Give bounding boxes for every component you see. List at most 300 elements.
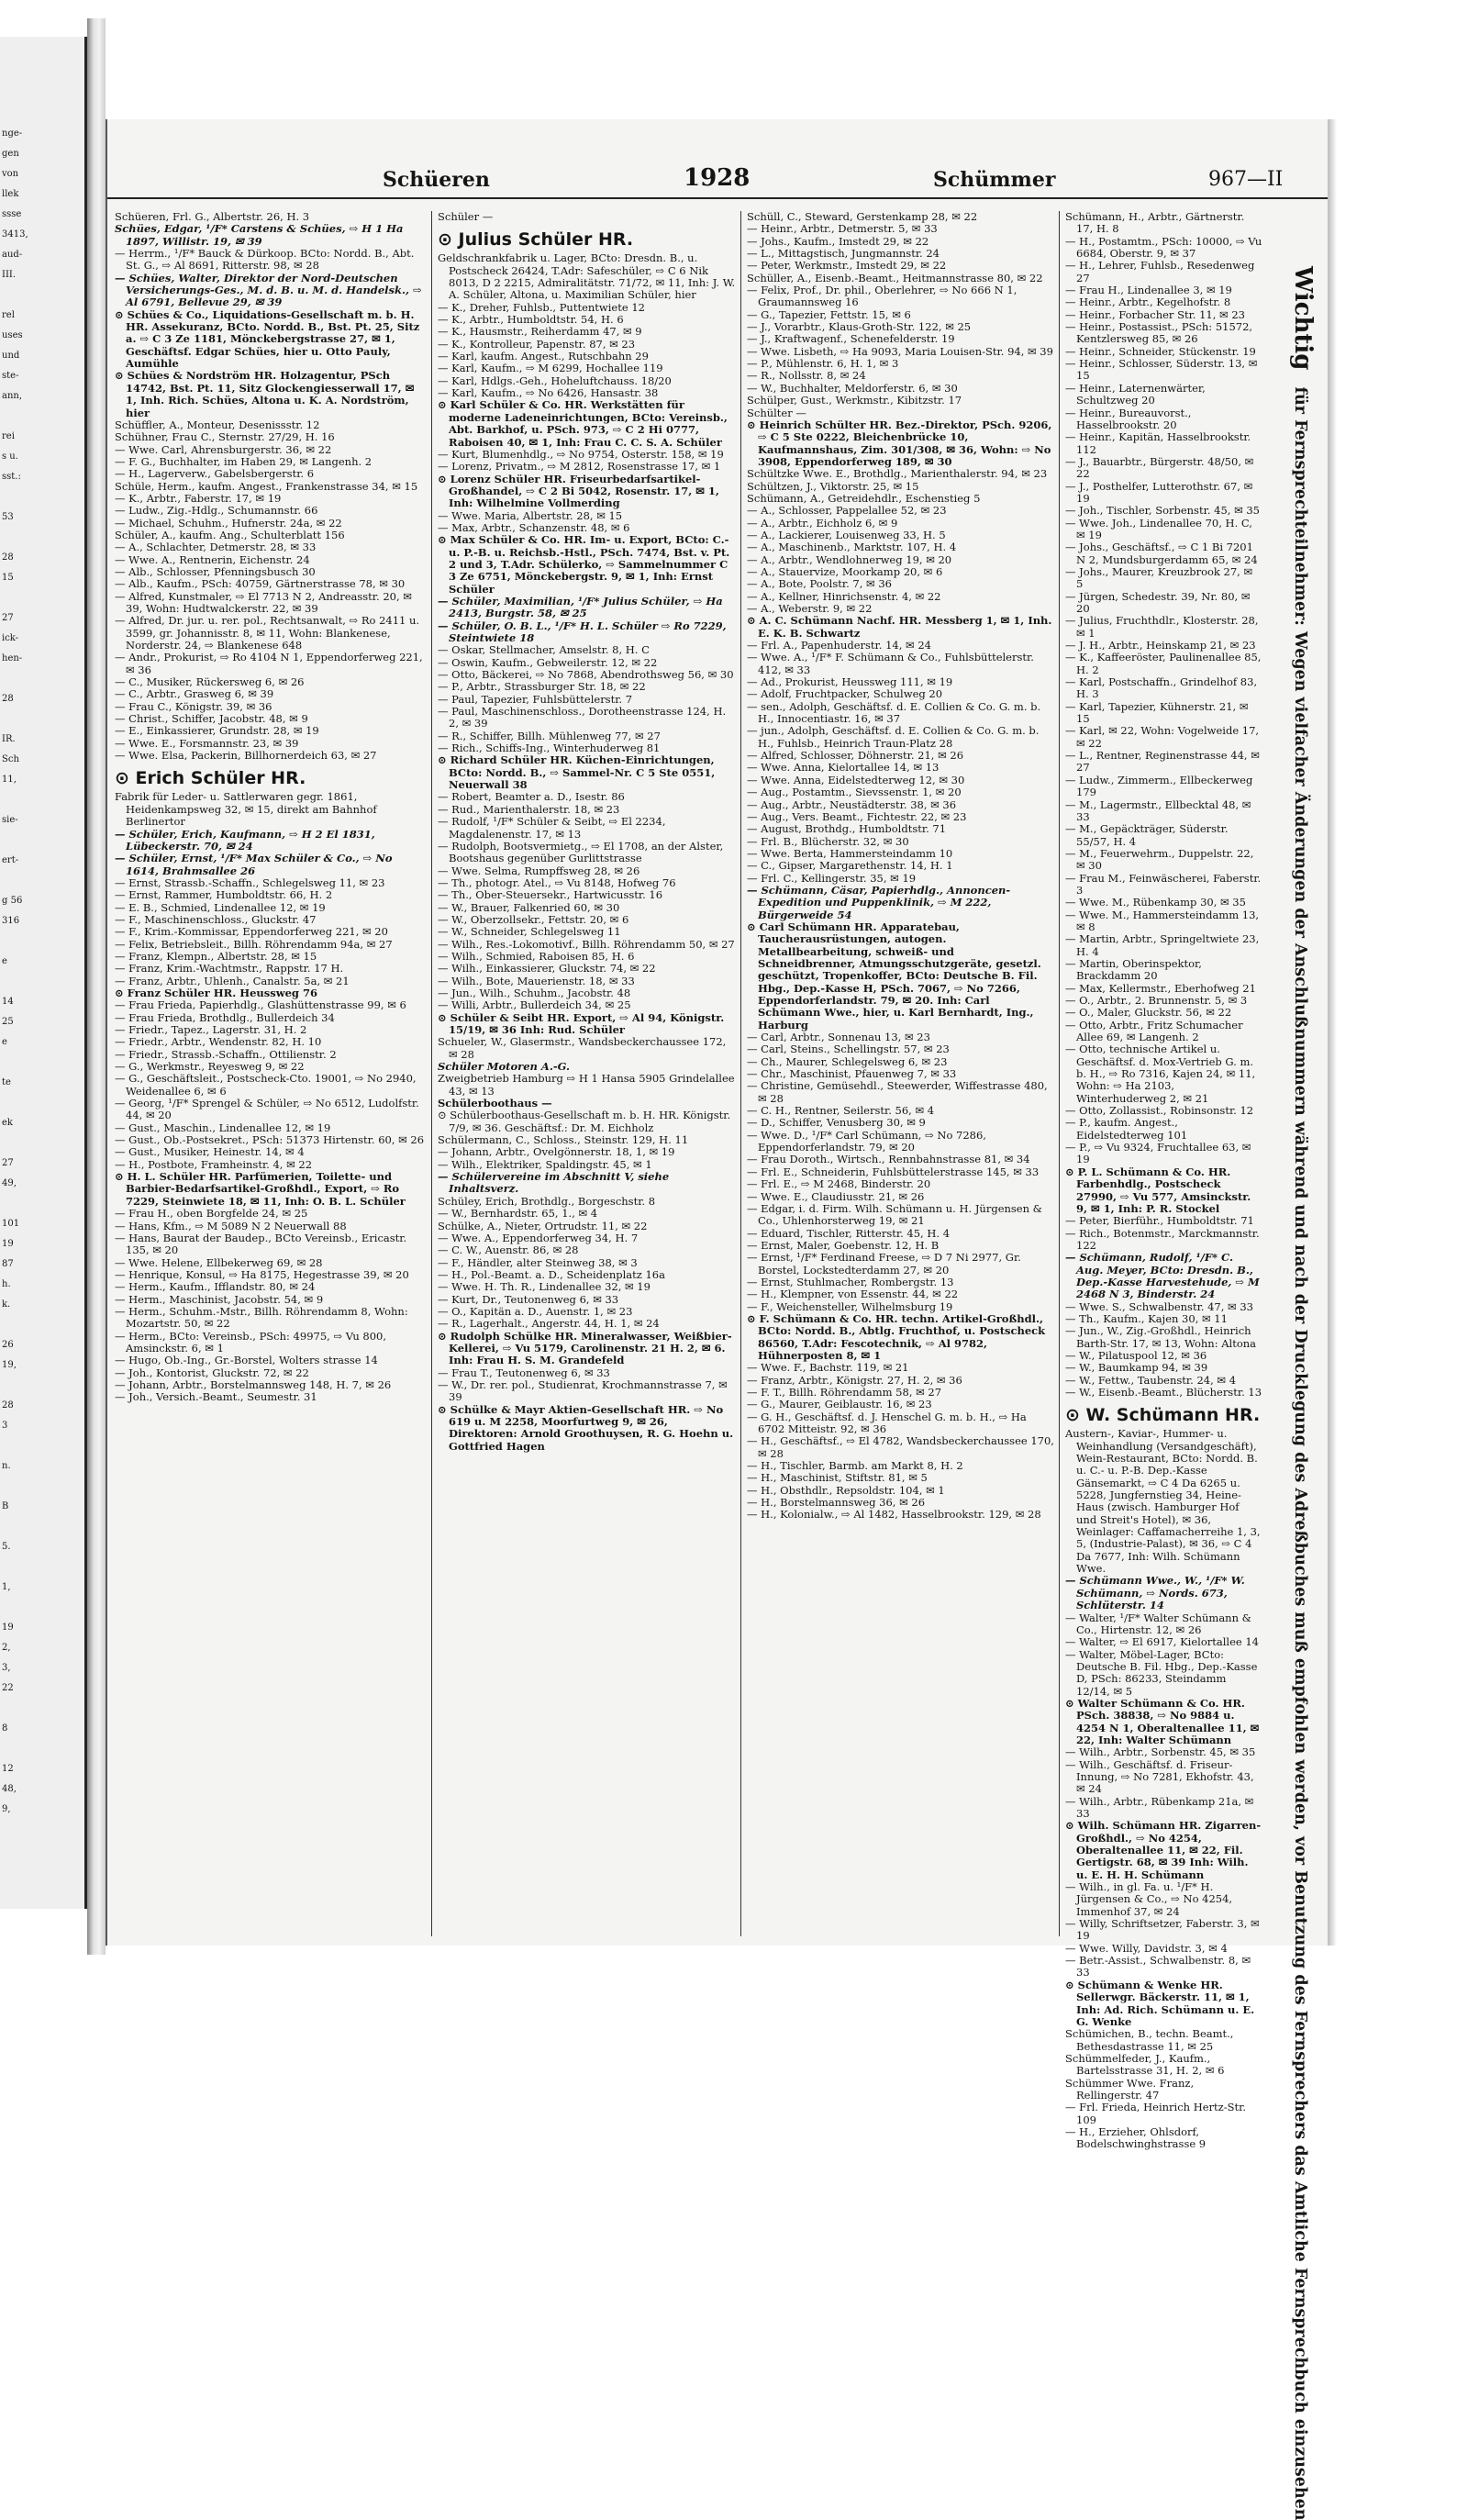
directory-entry: — Schümann Wwe., W., ¹/F* W. Schümann, ⇨ Nords. 673, Schlüterstr. 14 xyxy=(1065,1574,1245,1612)
strip-fragment: nge- xyxy=(2,128,23,139)
strip-fragment: III. xyxy=(2,270,17,280)
directory-entry: — C. W., Auenstr. 86, ✉ 28 xyxy=(438,1243,579,1257)
strip-fragment: 22 xyxy=(2,1683,14,1693)
directory-entry: — Wwe. Anna, Eidelstedterweg 12, ✉ 30 xyxy=(747,773,965,786)
directory-entry: — Wwe. E., Claudiusstr. 21, ✉ 26 xyxy=(747,1189,925,1203)
strip-fragment: ste- xyxy=(2,371,19,381)
directory-entry: — Wilh., Elektriker, Spaldingstr. 45, ✉ 1 xyxy=(438,1157,652,1171)
directory-entry: — Ad., Prokurist, Heussweg 111, ✉ 19 xyxy=(747,675,953,689)
strip-fragment: 11, xyxy=(2,775,17,785)
directory-entry: — Frl. Frieda, Heinrich Hertz-Str. 109 xyxy=(1065,2101,1246,2126)
directory-entry: — Hans, Kfm., ⇨ M 5089 N 2 Neuerwall 88 xyxy=(115,1219,347,1232)
strip-fragment: B xyxy=(2,1501,9,1511)
directory-entry: — H., Borstelmannsweg 36, ✉ 26 xyxy=(747,1496,926,1510)
directory-entry: Schueler, W., Glasermstr., Wandsbeckerchaussee 172, ✉ 28 xyxy=(438,1035,727,1061)
strip-fragment: Sch xyxy=(2,754,19,764)
page-number: 967—II xyxy=(1208,168,1284,191)
directory-entry: — Frl. E., Schneiderin, Fuhlsbüttelerstrasse 145, ✉ 33 xyxy=(747,1165,1040,1178)
directory-entry: — O., Kapitän a. D., Auenstr. 1, ✉ 23 xyxy=(438,1304,633,1318)
directory-column-4 xyxy=(1059,210,1262,2151)
directory-entry: — Heinr., Schneider, Stückenstr. 19 xyxy=(1065,344,1256,358)
directory-entry: — Wwe. M., Hammersteindamm 13, ✉ 8 xyxy=(1065,908,1260,933)
strip-fragment: IR. xyxy=(2,734,16,744)
strip-fragment: 9, xyxy=(2,1804,11,1814)
directory-entry: — Friedr., Strassb.-Schaffn., Ottilienstr. 2 xyxy=(115,1047,337,1061)
directory-entry: — Jun., W., Zig.-Großhdl., Heinrich Barth-Str. 17, ✉ 13, Wohn: Altona xyxy=(1065,1324,1257,1350)
directory-column-3 xyxy=(740,211,1054,1936)
directory-entry: Austern-, Kaviar-, Hummer- u. Weinhandlung (Versandgeschäft), Wein-Restaurant, BCto: Nordd. B. u. C.- u. P.-B. Dep.-Kasse Gänsemarkt, ⇨ C 4 Da 6265 u. 5228, Jungfernstieg 34, Heine-Haus (zwisch. Hamburger Hof und Streit's Hotel), ✉ 36, Weinlager: Caffamacherreihe 1, 3, 5, (Industrie-Palast), ✉ 36, ⇨ C 4 Da 7677, Inh: Wilh. Schümann Wwe. xyxy=(1065,1427,1261,1576)
strip-fragment: ick- xyxy=(2,633,19,643)
strip-fragment: llek xyxy=(2,189,19,199)
directory-entry: — Ludw., Zimmerm., Ellbeckerweg 179 xyxy=(1065,773,1253,799)
strip-fragment: n. xyxy=(2,1461,11,1471)
directory-entry: — Gust., Musiker, Heinestr. 14, ✉ 4 xyxy=(115,1145,305,1159)
directory-entry: — Herm., BCto: Vereinsb., PSch: 49975, ⇨ Vu 800, Amsinckstr. 6, ✉ 1 xyxy=(115,1329,386,1355)
strip-fragment: h. xyxy=(2,1279,11,1289)
directory-entry: Schültzke Wwe. E., Brothdlg., Marienthalerstr. 94, ✉ 23 xyxy=(747,467,1048,481)
directory-entry: — Paul, Tapezier, Fuhlsbüttelerstr. 7 xyxy=(438,692,633,706)
directory-entry: — K., Kaffeeröster, Paulinenallee 85, H. 2 xyxy=(1065,651,1262,676)
directory-entry: ⊙ Walter Schümann & Co. HR. PSch. 38838, ⇨ No 9884 u. 4254 N 1, Oberaltenallee 11, ✉ 22, Inh: Walter Schümann xyxy=(1065,1696,1260,1746)
directory-entry: — Frl. A., Papenhuderstr. 14, ✉ 24 xyxy=(747,639,931,652)
directory-entry: — G., Werkmstr., Reyesweg 9, ✉ 22 xyxy=(115,1060,305,1074)
strip-fragment: 12 xyxy=(2,1764,14,1774)
directory-entry: — Schülervereine im Abschnitt V, siehe Inhaltsverz. xyxy=(438,1170,670,1196)
directory-entry: Schüeren, Frl. G., Albertstr. 26, H. 3 xyxy=(115,210,310,223)
directory-entry: — Willy, Schriftsetzer, Faberstr. 3, ✉ 19 xyxy=(1065,1917,1260,1943)
directory-entry: — Karl, ✉ 22, Wohn: Vogelweide 17, ✉ 22 xyxy=(1065,724,1260,750)
directory-entry: — Felix, Betriebsleit., Billh. Röhrendamm 94a, ✉ 27 xyxy=(115,937,393,951)
directory-entry: — J. H., Arbtr., Heinskamp 21, ✉ 23 xyxy=(1065,639,1256,652)
directory-entry: Schüffler, A., Monteur, Desenissstr. 12 xyxy=(115,418,320,431)
directory-entry: — Heinr., Forbacher Str. 11, ✉ 23 xyxy=(1065,307,1245,321)
directory-entry: — Wwe. Lisbeth, ⇨ Ha 9093, Maria Louisen-Str. 94, ✉ 39 xyxy=(747,344,1053,358)
strip-fragment: 28 xyxy=(2,552,14,563)
directory-entry: — Max, Arbtr., Schanzenstr. 48, ✉ 6 xyxy=(438,520,630,534)
strip-fragment: 28 xyxy=(2,694,14,704)
directory-entry: — Walter, ¹/F* Walter Schümann & Co., Hirtenstr. 12, ✉ 26 xyxy=(1065,1611,1251,1636)
directory-entry: — Franz, Arbtr., Königstr. 27, H. 2, ✉ 36 xyxy=(747,1373,962,1387)
directory-entry: — R., Lagerhalt., Angerstr. 44, H. 1, ✉ 24 xyxy=(438,1317,660,1331)
strip-fragment: hen- xyxy=(2,653,23,663)
directory-entry: — A., Lackierer, Louisenweg 33, H. 5 xyxy=(747,528,946,541)
directory-entry: — W., Pilatuspool 12, ✉ 36 xyxy=(1065,1348,1207,1362)
directory-entry: Schüler Motoren A.-G. xyxy=(438,1060,571,1074)
directory-entry: — C., Musiker, Rückersweg 6, ✉ 26 xyxy=(115,675,305,689)
directory-entry: Schülper, Gust., Werkmstr., Kibitzstr. 17 xyxy=(747,394,962,407)
directory-entry: — Frau Frieda, Papierhdlg., Glashüttenstrasse 99, ✉ 6 xyxy=(115,998,406,1012)
directory-entry: — A., Bote, Poolstr. 7, ✉ 36 xyxy=(747,577,892,591)
page-edge xyxy=(1328,119,1337,1946)
book-gutter xyxy=(87,18,106,1955)
telephone-notice xyxy=(1262,266,1317,2520)
directory-entry: — Wwe. Carl, Ahrensburgerstr. 36, ✉ 22 xyxy=(115,442,332,456)
directory-entry: — Karl, Kaufm., ⇨ No 6426, Hansastr. 38 xyxy=(438,386,659,400)
directory-entry: — Frau Frieda, Brothdlg., Bullerdeich 34 xyxy=(115,1010,335,1024)
directory-entry: — Hugo, Ob.-Ing., Gr.-Borstel, Wolters strasse 14 xyxy=(115,1354,378,1367)
directory-entry: — Schüler, O. B. L., ¹/F* H. L. Schüler ⇨ Ro 7229, Steintwiete 18 xyxy=(438,619,727,644)
directory-entry: — Frau H., Lindenallee 3, ✉ 19 xyxy=(1065,284,1232,297)
directory-entry: — W., Buchhalter, Meldorferstr. 6, ✉ 30 xyxy=(747,381,958,395)
directory-entry: — Otto, Zollassist., Robinsonstr. 12 xyxy=(1065,1104,1254,1118)
directory-entry: — Kurt, Dr., Teutonenweg 6, ✉ 33 xyxy=(438,1292,619,1306)
directory-entry: — Frl. C., Kellingerstr. 35, ✉ 19 xyxy=(747,871,917,885)
directory-entry: — Martin, Oberinspektor, Brackdamm 20 xyxy=(1065,956,1202,983)
directory-entry: Schüler — xyxy=(438,210,494,223)
directory-entry: — Wwe. Anna, Kielortallee 14, ✉ 13 xyxy=(747,761,940,775)
directory-entry: Schüle, Herm., kaufm. Angest., Frankenstrasse 34, ✉ 15 xyxy=(115,479,418,493)
directory-entry: — Oswin, Kaufm., Gebweilerstr. 12, ✉ 22 xyxy=(438,655,658,669)
directory-entry: — Wilh., Res.-Lokomotivf., Billh. Röhrendamm 50, ✉ 27 xyxy=(438,937,735,951)
directory-entry: ⊙ Lorenz Schüler HR. Friseurbedarfsartikel-Großhandel, ⇨ C 2 Bi 5042, Rosenstr. 17, ✉ 1, Inh: Wilhelmine Vollmerding xyxy=(438,472,719,510)
directory-entry: — Georg, ¹/F* Sprengel & Schüler, ⇨ No 6512, Ludolfstr. 44, ✉ 20 xyxy=(115,1097,419,1122)
directory-entry: — Rich., Botenmstr., Marckmannstr. 122 xyxy=(1065,1226,1260,1252)
strip-fragment: 2, xyxy=(2,1643,11,1653)
directory-entry: Schültzen, J., Viktorstr. 25, ✉ 15 xyxy=(747,479,919,493)
strip-fragment: 27 xyxy=(2,1158,14,1168)
strip-fragment: 19 xyxy=(2,1622,14,1633)
directory-entry: Schümann, A., Getreidehdlr., Eschenstieg 5 xyxy=(747,491,981,505)
strip-fragment: 5. xyxy=(2,1542,11,1552)
directory-entry: — Ernst, Maler, Goebenstr. 12, H. B xyxy=(747,1238,940,1252)
directory-entry: — D., Schiffer, Venusberg 30, ✉ 9 xyxy=(747,1116,926,1130)
directory-entry: — Lorenz, Privatm., ⇨ M 2812, Rosenstrasse 17, ✉ 1 xyxy=(438,460,721,474)
directory-entry: — Oskar, Stellmacher, Amselstr. 8, H. C xyxy=(438,643,650,657)
directory-entry: — Joh., Tischler, Sorbenstr. 45, ✉ 35 xyxy=(1065,504,1260,518)
directory-column-1 xyxy=(115,211,427,1936)
directory-entry: ⊙ Max Schüler & Co. HR. Im- u. Export, BCto: C.- u. P.-B. u. Reichsb.-Hstl., PSch. 7474, Bst. v. Pt. 2 und 3, T.Adr. Schülerko, ⇨ Sammelnummer C 3 Ze 6751, Mönckebergstr. 9, ✉ 1, Inh: Ernst Schüler xyxy=(438,533,730,596)
directory-page xyxy=(106,119,1328,2520)
directory-entry: — Wilh., Arbtr., Sorbenstr. 45, ✉ 35 xyxy=(1065,1745,1256,1759)
strip-fragment: und xyxy=(2,351,20,361)
directory-entry: — F., Händler, alter Steinweg 38, ✉ 3 xyxy=(438,1255,638,1269)
strip-fragment: 15 xyxy=(2,573,14,583)
directory-entry: — Franz, Klempn., Albertstr. 28, ✉ 15 xyxy=(115,949,317,963)
directory-entry: — Adolf, Fruchtpacker, Schulweg 20 xyxy=(747,687,943,701)
strip-fragment: 14 xyxy=(2,997,14,1007)
directory-entry: — H., Lehrer, Fuhlsb., Resedenweg 27 xyxy=(1065,259,1255,284)
directory-entry: — Kurt, Blumenhdlg., ⇨ No 9754, Osterstr. 158, ✉ 19 xyxy=(438,447,724,461)
directory-entry: — Rudolph, Bootsvermietg., ⇨ El 1708, an der Alster, Bootshaus gegenüber Gurlittstrasse xyxy=(438,839,724,865)
directory-entry: — Max, Kellermstr., Eberhofweg 21 xyxy=(1065,981,1256,995)
directory-entry: ⊙ Richard Schüler HR. Küchen-Einrichtungen, BCto: Nordd. B., ⇨ Sammel-Nr. C 5 Ste 0551, Neuerwall 38 xyxy=(438,753,716,792)
directory-entry: — Franz, Krim.-Wachtmstr., Rappstr. 17 H. xyxy=(115,962,344,976)
directory-entry: — Aug., Arbtr., Neustädterstr. 38, ✉ 36 xyxy=(747,797,957,811)
directory-entry: — Gust., Ob.-Postsekret., PSch: 51373 Hirtenstr. 60, ✉ 26 xyxy=(115,1133,425,1147)
directory-entry: Zweigbetrieb Hamburg ⇨ H 1 Hansa 5905 Grindelallee 43, ✉ 13 xyxy=(438,1072,735,1098)
directory-entry: — W., Bernhardstr. 65, 1., ✉ 4 xyxy=(438,1207,598,1221)
strip-fragment: e xyxy=(2,1037,7,1047)
directory-entry: — Otto, technische Artikel u. Geschäftsf. d. Mox-Vertrieb G. m. b. H., ⇨ Ro 7316, Kajen 24, ✉ 11, Wohn: ⇨ Ha 2103, Winterhuderweg 2, ✉ 21 xyxy=(1065,1043,1256,1105)
directory-entry: — Aug., Vers. Beamt., Fichtestr. 22, ✉ 23 xyxy=(747,809,967,823)
directory-entry: — Friedr., Tapez., Lagerstr. 31, H. 2 xyxy=(115,1023,307,1036)
strip-fragment: 25 xyxy=(2,1017,14,1027)
directory-entry: — sen., Adolph, Geschäftsf. d. E. Collien & Co. G. m. b. H., Innocentiastr. 16, ✉ 37 xyxy=(747,699,1041,726)
directory-entry: — A., Maschinenb., Marktstr. 107, H. 4 xyxy=(747,541,957,554)
strip-fragment: 28 xyxy=(2,1400,14,1411)
strip-fragment: 19, xyxy=(2,1360,17,1370)
strip-fragment: rel xyxy=(2,310,15,320)
directory-entry: — H., Postbote, Framheinstr. 4, ✉ 22 xyxy=(115,1157,313,1171)
directory-entry: — Carl, Arbtr., Sonnenau 13, ✉ 23 xyxy=(747,1031,930,1044)
directory-entry: — P., Mühlenstr. 6, H. 1, ✉ 3 xyxy=(747,357,899,371)
directory-entry: — Andr., Prokurist, ⇨ Ro 4104 N 1, Eppendorferweg 221, ✉ 36 xyxy=(115,651,423,676)
directory-entry: — Alb., Kaufm., PSch: 40759, Gärtnerstrasse 78, ✉ 30 xyxy=(115,577,406,591)
directory-entry: — Wilh., Arbtr., Rübenkamp 21a, ✉ 33 xyxy=(1065,1794,1254,1820)
directory-entry: ⊙ Heinrich Schülter HR. Bez.-Direktor, PSch. 9206, ⇨ C 5 Ste 0222, Bleichenbrücke 10, Kaufmannshaus, Zim. 301/308, ✉ 36, Wohn: ⇨ No 3908, Eppendorferweg 189, ✉ 30 xyxy=(747,418,1052,468)
directory-entry: — August, Brothdg., Humboldtstr. 71 xyxy=(747,822,947,836)
directory-entry: — F., Weichensteller, Wilhelmsburg 19 xyxy=(747,1299,953,1313)
directory-entry: — G., Geschäftsleit., Postscheck-Cto. 19001, ⇨ No 2940, Weidenallee 6, ✉ 6 xyxy=(115,1072,417,1098)
directory-entry: — Julius, Fruchthdlr., Klosterstr. 28, ✉ 1 xyxy=(1065,614,1259,640)
directory-entry: — Schüler, Erich, Kaufmann, ⇨ H 2 El 1831, Lübeckerstr. 70, ✉ 24 xyxy=(115,827,375,853)
directory-entry: — F., Krim.-Kommissar, Eppendorferweg 221, ✉ 20 xyxy=(115,925,388,939)
directory-entry: — Wwe. H. Th. R., Lindenallee 32, ✉ 19 xyxy=(438,1280,651,1294)
directory-entry: Schümmelfeder, J., Kaufm., Bartelsstrasse 31, H. 2, ✉ 6 xyxy=(1065,2051,1225,2078)
directory-entry: — Alfred, Dr. jur. u. rer. pol., Rechtsanwalt, ⇨ Ro 2411 u. 3599, gr. Johannisstr. 8, ✉ 11, Wohn: Blankenese, Norderstr. 24, ⇨ Blankenese 648 xyxy=(115,614,420,652)
directory-entry: — O., Arbtr., 2. Brunnenstr. 5, ✉ 3 xyxy=(1065,994,1248,1007)
directory-entry: — Ernst, Rammer, Humboldtstr. 66, H. 2 xyxy=(115,888,333,902)
directory-entry: Geldschrankfabrik u. Lager, BCto: Dresdn. B., u. Postscheck 26424, T.Adr: Safeschüler, ⇨ C 6 Nik 8013, D 2 2215, Admiralitätstr. 71/72, ✉ 11, Inh: J. W. A. Schüler, Altona, u. Maximilian Schüler, hier xyxy=(438,251,736,302)
directory-entry: ⊙ Julius Schüler HR. xyxy=(438,229,634,251)
directory-entry: — M., Gepäckträger, Süderstr. 55/57, H. 4 xyxy=(1065,822,1229,848)
directory-entry: — Schüler, Ernst, ¹/F* Max Schüler & Co., ⇨ No 1614, Brahmsallee 26 xyxy=(115,852,393,877)
page-header xyxy=(107,161,1328,199)
directory-entry: — Henrique, Konsul, ⇨ Ha 8175, Hegestrasse 39, ✉ 20 xyxy=(115,1267,409,1281)
directory-entry: — Rich., Schiffs-Ing., Winterhuderweg 81 xyxy=(438,742,661,755)
directory-entry: — Frau M., Feinwäscherei, Faberstr. 3 xyxy=(1065,871,1262,897)
directory-entry: — Wwe. Selma, Rumpffsweg 28, ✉ 26 xyxy=(438,864,640,877)
directory-entry: — jun., Adolph, Geschäftsf. d. E. Collien & Co. G. m. b. H., Fuhlsb., Heinrich Traun-Platz 28 xyxy=(747,724,1040,750)
directory-entry: — K., Arbtr., Humboldtstr. 54, H. 6 xyxy=(438,313,624,327)
directory-entry: — Franz, Arbtr., Uhlenh., Canalstr. 5a, ✉ 21 xyxy=(115,974,350,987)
directory-entry: — W., Oberzollsekr., Fettstr. 20, ✉ 6 xyxy=(438,912,629,926)
directory-entry: — Frau T., Teutonenweg 6, ✉ 33 xyxy=(438,1366,610,1379)
directory-entry: — C., Arbtr., Grasweg 6, ✉ 39 xyxy=(115,687,274,701)
directory-entry: ⊙ Karl Schüler & Co. HR. Werkstätten für moderne Ladeneinrichtungen, BCto: Vereinsb., Abt. Barkhof, u. PSch. 973, ⇨ C 2 Hi 0777, Raboisen 40, ✉ 1, Inh: Frau C. C. S. A. Schüler xyxy=(438,398,728,449)
directory-entry: Schüley, Erich, Brothdlg., Borgeschstr. 8 xyxy=(438,1194,656,1208)
header-year: 1928 xyxy=(684,164,751,192)
directory-entry: — A., Schlachter, Detmerstr. 28, ✉ 33 xyxy=(115,541,317,554)
directory-entry: — Jun., Wilh., Schuhm., Jacobstr. 48 xyxy=(438,986,631,999)
directory-entry: Schümann, H., Arbtr., Gärtnerstr. 17, H. 8 xyxy=(1065,210,1245,236)
directory-entry: — Johs., Kaufm., Imstedt 29, ✉ 22 xyxy=(747,234,929,248)
directory-entry: — Herm., Maschinist, Jacobstr. 54, ✉ 9 xyxy=(115,1292,324,1306)
directory-entry: — P., Arbtr., Strassburger Str. 18, ✉ 22 xyxy=(438,680,646,694)
directory-entry: — H., Erzieher, Ohlsdorf, Bodelschwinghstrasse 9 xyxy=(1065,2124,1207,2151)
directory-entry: — Wilh., Geschäftsf. d. Friseur-Innung, ⇨ No 7281, Ekhofstr. 43, ✉ 24 xyxy=(1065,1757,1254,1796)
strip-fragment: 3, xyxy=(2,1663,11,1673)
directory-entry: Schülke, A., Nieter, Ortrudstr. 11, ✉ 22 xyxy=(438,1219,648,1232)
directory-entry: Schüller, A., Eisenb.-Beamt., Heitmannstrasse 80, ✉ 22 xyxy=(747,271,1043,284)
directory-entry: — Otto, Arbtr., Fritz Schumacher Allee 69, ✉ Langenh. 2 xyxy=(1065,1018,1243,1044)
directory-entry: — Th., Kaufm., Kajen 30, ✉ 11 xyxy=(1065,1311,1228,1325)
directory-entry: ⊙ Schülerboothaus-Gesellschaft m. b. H. HR. Königstr. 7/9, ✉ 36. Geschäftsf.: Dr. M. Eichholz xyxy=(438,1109,731,1134)
directory-entry: ⊙ Erich Schüler HR. xyxy=(115,768,306,789)
directory-entry: ⊙ P. L. Schümann & Co. HR. Farbenhdlg., Postscheck 27990, ⇨ Vu 577, Amsinckstr. 9, ✉ 1, Inh: P. R. Stockel xyxy=(1065,1165,1251,1215)
directory-entry: — Rudolf, ¹/F* Schüler & Seibt, ⇨ El 2234, Magdalenenstr. 17, ✉ 13 xyxy=(438,815,666,841)
directory-entry: — Wilh., Bote, Mauerienstr. 18, ✉ 33 xyxy=(438,974,635,987)
directory-entry: — G., Tapezier, Fettstr. 15, ✉ 6 xyxy=(747,307,911,321)
directory-entry: — Wwe. A., Rentnerin, Eichenstr. 24 xyxy=(115,552,310,566)
directory-entry: — Johann, Arbtr., Ovelgönnerstr. 18, 1, ✉ 19 xyxy=(438,1145,675,1159)
directory-entry: — Schüler, Maximilian, ¹/F* Julius Schüler, ⇨ Ha 2413, Burgstr. 58, ✉ 25 xyxy=(438,594,723,620)
directory-entry: — Wwe. Joh., Lindenallee 70, H. C, ✉ 19 xyxy=(1065,516,1252,541)
directory-entry: — Chr., Maschinist, Pfauenweg 7, ✉ 33 xyxy=(747,1067,957,1081)
directory-entry: — A., Arbtr., Eichholz 6, ✉ 9 xyxy=(747,516,898,530)
directory-entry: Schühner, Frau C., Sternstr. 27/29, H. 16 xyxy=(115,430,335,444)
strip-fragment: 49, xyxy=(2,1178,17,1188)
strip-fragment: ert- xyxy=(2,855,19,865)
directory-entry: — Gust., Maschin., Lindenallee 12, ✉ 19 xyxy=(115,1121,331,1134)
directory-entry: — K., Hausmstr., Reiherdamm 47, ✉ 9 xyxy=(438,325,642,339)
directory-entry: — L., Rentner, Reginenstrasse 44, ✉ 27 xyxy=(1065,749,1260,775)
directory-entry: — G. H., Geschäftsf. d. J. Henschel G. m. b. H., ⇨ Ha 6702 Mitteistr. 92, ✉ 36 xyxy=(747,1410,1027,1436)
directory-entry: — Frau H., oben Borgfelde 24, ✉ 25 xyxy=(115,1207,308,1221)
directory-entry: — Alb., Schlosser, Pfenningsbusch 30 xyxy=(115,564,316,578)
directory-entry: — Schües, Walter, Direktor der Nord-Deutschen Versicherungs-Ges., M. d. B. u. M. d. Handelsk., ⇨ Al 6791, Bellevue 29, ✉ 39 xyxy=(115,271,422,309)
directory-entry: ⊙ Schümann & Wenke HR. Sellerwgr. Bäckerstr. 11, ✉ 1, Inh: Ad. Rich. Schümann u. E. G. Wenke xyxy=(1065,1978,1255,2028)
strip-fragment: 27 xyxy=(2,613,14,623)
directory-entry: — J., Posthelfer, Lutterothstr. 67, ✉ 19 xyxy=(1065,479,1253,505)
directory-entry: — Johann, Arbtr., Borstelmannsweg 148, H. 7, ✉ 26 xyxy=(115,1377,392,1391)
directory-entry: — Paul, Maschinenschloss., Dorotheenstrasse 124, H. 2, ✉ 39 xyxy=(438,705,727,730)
header-last-entry: Schümmer xyxy=(933,168,1056,192)
strip-fragment: uses xyxy=(2,330,23,340)
strip-fragment: e xyxy=(2,956,7,966)
strip-fragment: s u. xyxy=(2,452,18,462)
strip-fragment: 3 xyxy=(2,1421,8,1431)
directory-entry: — Edgar, i. d. Firm. Wilh. Schümann u. H. Jürgensen & Co., Uhlenhorsterweg 19, ✉ 21 xyxy=(747,1201,1042,1228)
directory-entry: — C., Gipser, Margarethenstr. 14, H. 1 xyxy=(747,859,953,873)
directory-entry: — K., Arbtr., Faberstr. 17, ✉ 19 xyxy=(115,491,282,505)
directory-entry: ⊙ Schües & Nordström HR. Holzagentur, PSch 14742, Bst. Pt. 11, Sitz Glockengiesserwall 17, ✉ 1, Inh. Rich. Schües, Altona u. K. A. Nordström, hier xyxy=(115,369,415,419)
directory-entry: — Heinr., Laternenwärter, Schultzweg 20 xyxy=(1065,381,1206,407)
directory-entry: — Betr.-Assist., Schwalbenstr. 8, ✉ 33 xyxy=(1065,1954,1251,1979)
directory-entry: — Frl. E., ⇨ M 2468, Binderstr. 20 xyxy=(747,1177,931,1191)
directory-entry: — K., Kontrolleur, Papenstr. 87, ✉ 23 xyxy=(438,337,636,351)
directory-entry: — Johs., Maurer, Kreuzbrook 27, ✉ 5 xyxy=(1065,564,1253,591)
directory-entry: — H., Geschäftsf., ⇨ El 4782, Wandsbeckerchaussee 170, ✉ 28 xyxy=(747,1434,1054,1460)
directory-entry: — Schümann, Rudolf, ¹/F* C. Aug. Meyer, BCto: Dresdn. B., Dep.-Kasse Harvestehude, ⇨ M 2468 N 3, Binderstr. 24 xyxy=(1065,1251,1260,1301)
strip-fragment: sst.: xyxy=(2,472,21,482)
directory-entry: — A., Kellner, Hinrichsenstr. 4, ✉ 22 xyxy=(747,589,941,603)
directory-entry: — Heinr., Arbtr., Detmerstr. 5, ✉ 33 xyxy=(747,222,938,236)
directory-entry: — Herm., Kaufm., Ifflandstr. 80, ✉ 24 xyxy=(115,1280,316,1294)
directory-entry: — Herrm., ¹/F* Bauck & Dürkoop. BCto: Nordd. B., Abt. St. G., ⇨ Al 8691, Ritterstr. 98, ✉ 28 xyxy=(115,247,415,273)
directory-entry: — A., Stauervize, Moorkamp 20, ✉ 6 xyxy=(747,564,943,578)
directory-entry: — Eduard, Tischler, Ritterstr. 45, H. 4 xyxy=(747,1226,951,1240)
directory-entry: — P., kaufm. Angest., Eidelstedterweg 101 xyxy=(1065,1116,1188,1142)
strip-fragment: ssse xyxy=(2,209,22,219)
strip-fragment: aud- xyxy=(2,250,23,260)
directory-entry: — Felix, Prof., Dr. phil., Oberlehrer, ⇨ No 666 N 1, Graumannsweg 16 xyxy=(747,284,1018,309)
strip-fragment: 26 xyxy=(2,1340,14,1350)
directory-entry: — Ludw., Zig.-Hdlg., Schumannstr. 66 xyxy=(115,504,318,518)
directory-entry: — Wwe. S., Schwalbenstr. 47, ✉ 33 xyxy=(1065,1299,1253,1313)
directory-entry: — Joh., Versich.-Beamt., Seumestr. 31 xyxy=(115,1390,317,1404)
directory-entry: — E., Einkassierer, Grundstr. 28, ✉ 19 xyxy=(115,724,319,738)
directory-entry: — Hans, Baurat der Baudep., BCto Vereinsb., Ericastr. 135, ✉ 20 xyxy=(115,1231,407,1257)
directory-entry: — Jürgen, Schedestr. 39, Nr. 80, ✉ 20 xyxy=(1065,589,1251,615)
directory-entry: — Frau C., Königstr. 39, ✉ 36 xyxy=(115,699,272,713)
neighbouring-page-strip xyxy=(0,37,87,1909)
directory-entry: — Wwe. Maria, Albertstr. 28, ✉ 15 xyxy=(438,508,623,522)
directory-entry: — Wwe. D., ¹/F* Carl Schümann, ⇨ No 7286, Eppendorferlandstr. 79, ✉ 20 xyxy=(747,1128,986,1154)
directory-entry: — Robert, Beamter a. D., Isestr. 86 xyxy=(438,790,625,804)
directory-entry: — Karl, kaufm. Angest., Rutschbahn 29 xyxy=(438,350,649,363)
directory-entry: — H., Maschinist, Stiftstr. 81, ✉ 5 xyxy=(747,1471,928,1485)
directory-entry: — Karl, Hdlgs.-Geh., Hoheluftchauss. 18/20 xyxy=(438,374,672,387)
header-first-entry: Schüeren xyxy=(383,168,490,192)
directory-entry: — Peter, Bierführ., Humboldtstr. 71 xyxy=(1065,1214,1254,1228)
directory-entry: — Walter, Möbel-Lager, BCto: Deutsche B. Fil. Hbg., Dep.-Kasse D, PSch: 86233, Steindamm 12/14, ✉ 5 xyxy=(1065,1647,1258,1698)
directory-entry: — F. T., Billh. Röhrendamm 58, ✉ 27 xyxy=(747,1386,942,1399)
directory-entry: — Wilh., Einkassierer, Gluckstr. 74, ✉ 22 xyxy=(438,962,656,976)
directory-entry: — Wilh., in gl. Fa. u. ¹/F* H. Jürgensen & Co., ⇨ No 4254, Immenhof 37, ✉ 24 xyxy=(1065,1880,1233,1918)
strip-fragment: 3413, xyxy=(2,229,28,240)
directory-entry: — Karl, Kaufm., ⇨ M 6299, Hochallee 119 xyxy=(438,362,663,375)
directory-entry: ⊙ Carl Schümann HR. Apparatebau, Taucherausrüstungen, autogen. Metallbearbeitung, schweiß- und Schneidbrenner, Atmungsschutzgeräte, gesetzl. geschützt, Tropenkoffer, BCto: Deutsche B. Fil. Hbg., Dep.-Kasse H, PSch. 7067, ⇨ No 7266, Eppendorferlandstr. 79, ✉ 20. Inh: Carl Schümann Wwe., hier, u. Karl Bernhardt, Ing., Harburg xyxy=(747,920,1041,1031)
directory-entry: ⊙ Schüler & Seibt HR. Export, ⇨ Al 94, Königstr. 15/19, ✉ 36 Inh: Rud. Schüler xyxy=(438,1010,725,1036)
directory-entry: — Walter, ⇨ El 6917, Kielortallee 14 xyxy=(1065,1635,1259,1649)
directory-entry: — A., Weberstr. 9, ✉ 22 xyxy=(747,602,873,615)
directory-entry: — Schümann, Cäsar, Papierhdlg., Annoncen-Expedition und Puppenklinik, ⇨ M 222, Bürgerweide 54 xyxy=(747,883,1011,921)
directory-entry: — W., Dr. rer. pol., Studienrat, Krochmannstrasse 7, ✉ 39 xyxy=(438,1377,728,1404)
strip-fragment: k. xyxy=(2,1299,11,1310)
directory-entry: — Herm., Schuhm.-Mstr., Billh. Röhrendamm 8, Wohn: Mozartstr. 50, ✉ 22 xyxy=(115,1304,408,1331)
strip-fragment: 1, xyxy=(2,1582,11,1592)
strip-fragment: sie- xyxy=(2,815,18,825)
strip-fragment: von xyxy=(2,169,19,179)
directory-entry: Schülerboothaus — xyxy=(438,1097,552,1110)
directory-entry: — Peter, Werkmstr., Imstedt 29, ✉ 22 xyxy=(747,259,947,273)
directory-entry: — Wwe. A., Eppendorferweg 34, H. 7 xyxy=(438,1231,639,1244)
directory-entry: — H., Obsthdlr., Repsoldstr. 104, ✉ 1 xyxy=(747,1483,945,1497)
notice-title: Wichtig xyxy=(1289,266,1317,371)
directory-entry: ⊙ Franz Schüler HR. Heussweg 76 xyxy=(115,986,317,999)
directory-entry: ⊙ W. Schümann HR. xyxy=(1065,1405,1261,1426)
strip-fragment: 316 xyxy=(2,916,20,926)
directory-entry: ⊙ Schües & Co., Liquidations-Gesellschaft m. b. H. HR. Assekuranz, BCto. Nordd. B., Bst. Pt. 25, Sitz a. ⇨ C 3 Ze 1181, Mönckebergstrasse 27, ✉ 1, Geschäftsf. Edgar Schües, hier u. Otto Pauly, Aumühle xyxy=(115,307,420,371)
directory-entry: — Wwe. Elsa, Packerin, Billhornerdeich 63, ✉ 27 xyxy=(115,749,377,763)
strip-fragment: 101 xyxy=(2,1219,20,1229)
directory-entry: Fabrik für Leder- u. Sattlerwaren gegr. 1861, Heidenkampsweg 32, ✉ 15, direkt am Bahnhof Berlinertor xyxy=(115,790,377,829)
directory-entry: — Frl. B., Blücherstr. 32, ✉ 30 xyxy=(747,834,909,848)
directory-entry: — Ch., Maurer, Schlegelsweg 6, ✉ 23 xyxy=(747,1054,948,1068)
directory-entry: — Heinr., Schlosser, Süderstr. 13, ✉ 15 xyxy=(1065,357,1258,383)
directory-entry: — Wwe. Willy, Davidstr. 3, ✉ 4 xyxy=(1065,1941,1228,1955)
directory-entry: — Frau Doroth., Wirtsch., Rennbahnstrasse 81, ✉ 34 xyxy=(747,1153,1030,1166)
directory-entry: — O., Maler, Gluckstr. 56, ✉ 22 xyxy=(1065,1006,1232,1020)
directory-entry: — H., Lagerverw., Gabelsbergerstr. 6 xyxy=(115,467,315,481)
directory-entry: — Willi, Arbtr., Bullerdeich 34, ✉ 25 xyxy=(438,998,631,1012)
directory-entry: — R., Nollsstr. 8, ✉ 24 xyxy=(747,369,866,383)
strip-fragment: rei xyxy=(2,431,15,441)
directory-entry: — H., Klempner, von Essenstr. 44, ✉ 22 xyxy=(747,1288,959,1301)
directory-entry: ⊙ A. C. Schümann Nachf. HR. Messberg 1, ✉ 1, Inh. E. K. B. Schwartz xyxy=(747,614,1052,640)
directory-entry: — Th., Ober-Steuersekr., Hartwicusstr. 16 xyxy=(438,888,663,902)
directory-entry: — F. G., Buchhalter, im Haben 29, ✉ Langenh. 2 xyxy=(115,454,373,468)
directory-entry: — J., Vorarbtr., Klaus-Groth-Str. 122, ✉ 25 xyxy=(747,320,972,334)
directory-entry: — Heinr., Kapitän, Hasselbrookstr. 112 xyxy=(1065,430,1251,456)
directory-entry: — C. H., Rentner, Seilerstr. 56, ✉ 4 xyxy=(747,1104,935,1118)
directory-entry: — L., Mittagstisch, Jungmannstr. 24 xyxy=(747,247,940,261)
strip-fragment: ek xyxy=(2,1118,13,1128)
strip-fragment: ann, xyxy=(2,391,23,401)
directory-entry: — Heinr., Bureauvorst., Hasselbrookstr. 20 xyxy=(1065,406,1192,431)
directory-entry: — Michael, Schuhm., Hufnerstr. 24a, ✉ 22 xyxy=(115,516,342,530)
